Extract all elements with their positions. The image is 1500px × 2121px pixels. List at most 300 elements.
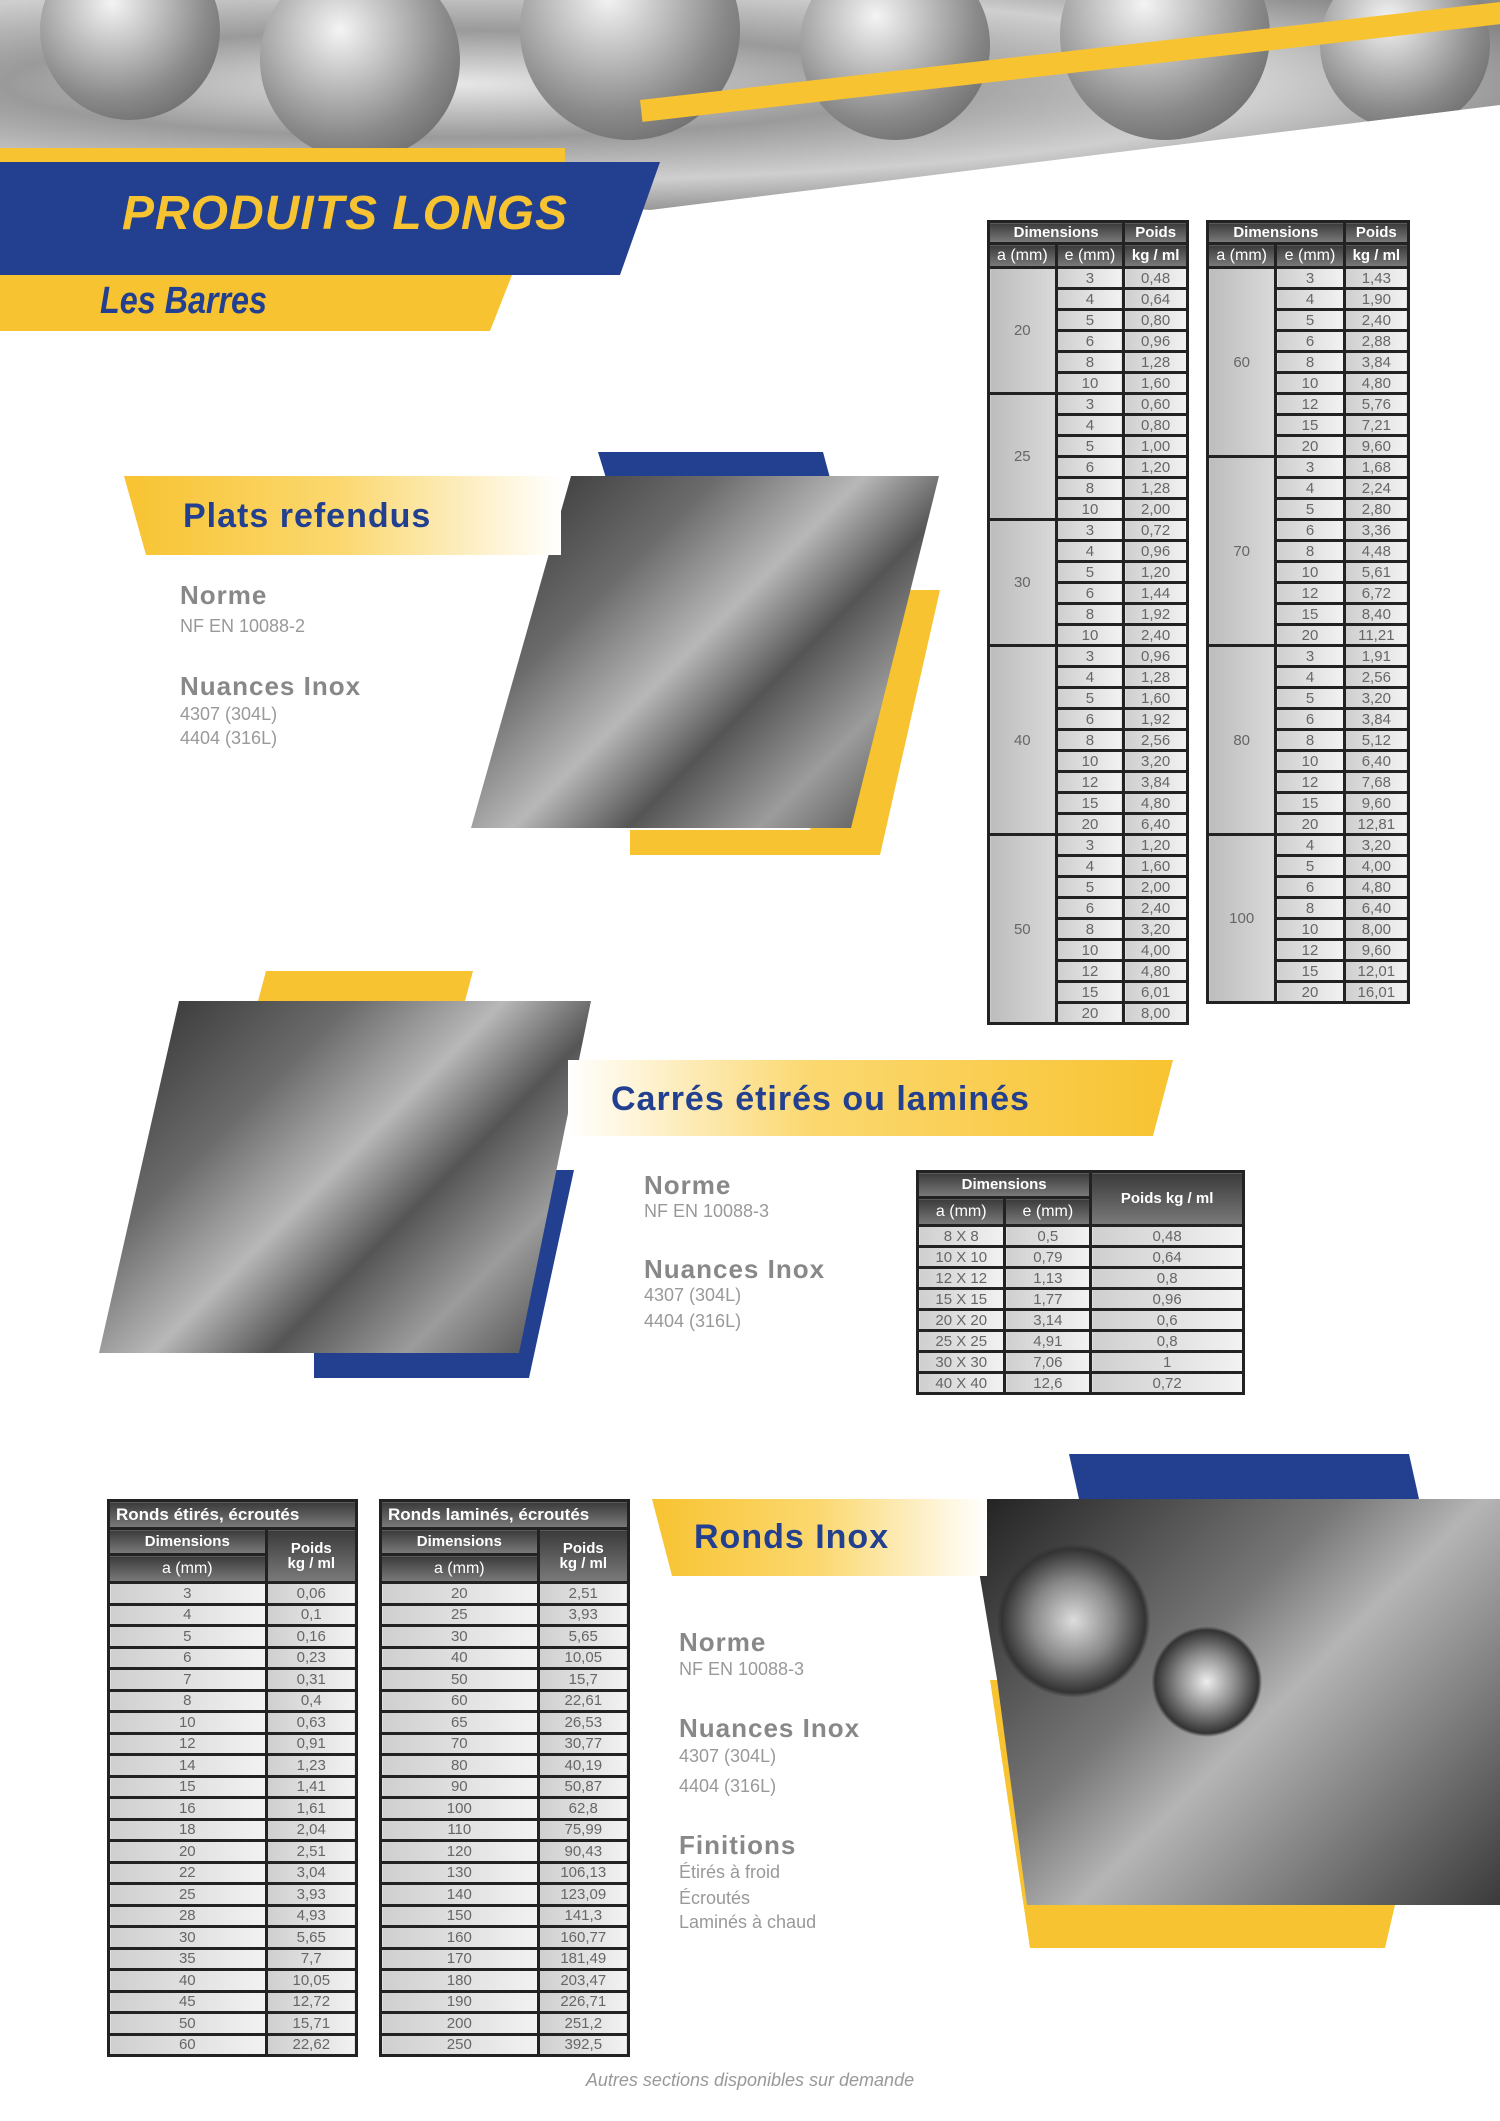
cell-e: 3 [1056,394,1124,415]
table-row [109,1690,357,1712]
cell-poids: 2,51 [266,1841,356,1863]
ronds-nuance: 4307 (304L) [679,1746,777,1766]
cell-a: 4 [109,1604,267,1626]
cell-poids: 2,88 [1344,331,1408,352]
cell-e: 4 [1276,289,1344,310]
cell-a: 25 X 25 [918,1331,1005,1352]
table-row [109,1991,357,2013]
cell-e: 8 [1276,730,1344,751]
table-row [109,1604,357,1626]
cell-e: 8 [1056,730,1124,751]
cell-poids: 6,40 [1344,898,1408,919]
th-poids-unit: kg / ml [559,1554,608,1572]
cell-poids: 4,48 [1344,541,1408,562]
cell-a: 25 [989,394,1057,520]
cell-a: 50 [381,1669,539,1691]
cell-e: 0,79 [1005,1247,1091,1268]
cell-e: 4 [1056,856,1124,877]
table-row [1208,835,1409,856]
cell-a: 140 [381,1884,539,1906]
cell-poids: 1,41 [266,1776,356,1798]
cell-poids: 1,28 [1124,352,1188,373]
cell-poids: 1,60 [1124,688,1188,709]
cell-e: 6 [1056,898,1124,919]
cell-poids: 0,96 [1091,1289,1244,1310]
yellow-deco [258,971,473,1001]
cell-poids: 0,8 [1091,1331,1244,1352]
cell-poids: 2,56 [1124,730,1188,751]
plats-table-left [987,220,1189,1025]
cell-e: 5 [1276,856,1344,877]
cell-poids: 3,20 [1124,919,1188,940]
table-row [109,2013,357,2035]
cell-poids: 1,60 [1124,856,1188,877]
cell-poids: 75,99 [538,1819,628,1841]
cell-poids: 16,01 [1344,982,1408,1003]
cell-a: 90 [381,1776,539,1798]
th-a: a (mm) [109,1555,267,1583]
table-row [918,1268,1244,1289]
cell-a: 150 [381,1905,539,1927]
footer-note: Autres sections disponibles sur demande [585,2070,915,2090]
cell-a: 16 [109,1798,267,1820]
table-row [918,1331,1244,1352]
carres-nuance: 4307 (304L) [644,1285,742,1305]
cell-poids: 4,80 [1124,793,1188,814]
cell-e: 1,77 [1005,1289,1091,1310]
cell-poids: 0,91 [266,1733,356,1755]
table-row [381,1626,629,1648]
cell-e: 6 [1056,583,1124,604]
table-row [109,2034,357,2056]
cell-a: 70 [381,1733,539,1755]
cell-poids: 1 [1091,1352,1244,1373]
cell-a: 45 [109,1991,267,2013]
th-e: e (mm) [1056,244,1124,268]
cell-e: 8 [1056,478,1124,499]
cell-poids: 141,3 [538,1905,628,1927]
cell-e: 10 [1276,751,1344,772]
carres-photo [99,1001,591,1353]
table-row [918,1247,1244,1268]
cell-poids: 12,81 [1344,814,1408,835]
cell-a: 60 [381,1690,539,1712]
cell-e: 3 [1056,520,1124,541]
cell-poids: 0,16 [266,1626,356,1648]
cell-e: 12 [1276,772,1344,793]
table-row [989,520,1188,541]
cell-poids: 0,8 [1091,1268,1244,1289]
cell-a: 40 [109,1970,267,1992]
cell-poids: 7,68 [1344,772,1408,793]
cell-e: 6 [1276,520,1344,541]
cell-poids: 1,00 [1124,436,1188,457]
table-row [381,1841,629,1863]
cell-e: 5 [1056,877,1124,898]
carres-norme-value: NF EN 10088-3 [644,1201,770,1221]
cell-e: 4,91 [1005,1331,1091,1352]
ronds-finition: Étirés à froid [679,1862,781,1882]
carres-table [916,1170,1245,1395]
plats-table-right [1206,220,1410,1004]
cell-a: 100 [381,1798,539,1820]
cell-e: 6 [1276,331,1344,352]
cell-poids: 3,93 [538,1604,628,1626]
cell-e: 6 [1056,457,1124,478]
table-row [381,1690,629,1712]
cell-a: 60 [1208,268,1276,457]
th-dimensions: Dimensions [918,1172,1091,1198]
cell-e: 10 [1056,499,1124,520]
table-row [109,1647,357,1669]
cell-poids: 0,96 [1124,646,1188,667]
table-row [109,1755,357,1777]
table-row [109,1905,357,1927]
table-row [109,1776,357,1798]
ronds-finition: Écroutés [679,1888,751,1908]
cell-a: 12 X 12 [918,1268,1005,1289]
cell-e: 3 [1276,457,1344,478]
cell-poids: 2,40 [1344,310,1408,331]
cell-a: 20 [989,268,1057,394]
cell-poids: 4,80 [1124,961,1188,982]
header-yellow-stripe [0,148,565,162]
cell-a: 18 [109,1819,267,1841]
cell-a: 180 [381,1970,539,1992]
cell-a: 50 [109,2013,267,2035]
th-dimensions: Dimensions [381,1529,539,1555]
cell-e: 12 [1276,394,1344,415]
cell-poids: 50,87 [538,1776,628,1798]
cell-e: 20 [1276,982,1344,1003]
plats-nuance: 4307 (304L) [180,704,278,724]
cell-e: 6 [1056,331,1124,352]
cell-poids: 2,00 [1124,877,1188,898]
ronds-heading: Ronds Inox [694,1518,890,1556]
cell-e: 12 [1276,583,1344,604]
cell-poids: 181,49 [538,1948,628,1970]
table-row [109,1970,357,1992]
cell-poids: 0,72 [1124,520,1188,541]
cell-e: 5 [1056,310,1124,331]
cell-a: 30 [989,520,1057,646]
cell-e: 10 [1276,373,1344,394]
cell-a: 30 X 30 [918,1352,1005,1373]
cell-e: 3 [1276,268,1344,289]
ronds-norme-value: NF EN 10088-3 [679,1659,805,1679]
cell-poids: 0,48 [1124,268,1188,289]
table-row [918,1352,1244,1373]
cell-poids: 3,84 [1344,709,1408,730]
cell-a: 160 [381,1927,539,1949]
cell-e: 15 [1276,415,1344,436]
cell-e: 5 [1276,499,1344,520]
th-poids-unit: kg / ml [287,1554,336,1572]
th-e: e (mm) [1005,1198,1091,1226]
table-row [109,1862,357,1884]
cell-a: 130 [381,1862,539,1884]
cell-e: 15 [1276,961,1344,982]
cell-e: 4 [1276,478,1344,499]
table-row [381,1755,629,1777]
cell-a: 28 [109,1905,267,1927]
cell-a: 30 [109,1927,267,1949]
cell-a: 40 X 40 [918,1373,1005,1394]
carres-heading: Carrés étirés ou laminés [611,1080,1030,1118]
cell-e: 4 [1276,835,1344,856]
cell-poids: 9,60 [1344,940,1408,961]
cell-e: 6 [1276,877,1344,898]
th-dimensions: Dimensions [989,222,1124,244]
cell-a: 50 [989,835,1057,1024]
cell-e: 10 [1056,751,1124,772]
cell-e: 4 [1056,541,1124,562]
table-row [381,1819,629,1841]
cell-poids: 0,06 [266,1583,356,1605]
cell-poids: 392,5 [538,2034,628,2056]
cell-e: 5 [1056,436,1124,457]
cell-e: 8 [1276,541,1344,562]
cell-poids: 0,80 [1124,310,1188,331]
cell-poids: 1,20 [1124,835,1188,856]
cell-a: 25 [109,1884,267,1906]
cell-poids: 1,92 [1124,604,1188,625]
th-dimensions: Dimensions [109,1529,267,1555]
cell-poids: 8,40 [1344,604,1408,625]
cell-e: 8 [1056,604,1124,625]
th-a: a (mm) [989,244,1057,268]
table-row [109,1841,357,1863]
cell-e: 3 [1056,835,1124,856]
cell-e: 4 [1056,289,1124,310]
cell-poids: 6,01 [1124,982,1188,1003]
cell-poids: 12,72 [266,1991,356,2013]
cell-poids: 3,20 [1124,751,1188,772]
table-row [381,1927,629,1949]
cell-poids: 10,05 [538,1647,628,1669]
cell-a: 25 [381,1604,539,1626]
cell-e: 4 [1276,667,1344,688]
cell-e: 20 [1276,814,1344,835]
cell-e: 10 [1056,373,1124,394]
cell-a: 15 X 15 [918,1289,1005,1310]
cell-poids: 2,40 [1124,898,1188,919]
table-row [381,1905,629,1927]
cell-poids: 0,96 [1124,331,1188,352]
ronds-norme-label: Norme [679,1627,767,1657]
cell-poids: 7,7 [266,1948,356,1970]
ronds-lamines-table [379,1499,630,2057]
cell-poids: 2,80 [1344,499,1408,520]
cell-poids: 40,19 [538,1755,628,1777]
cell-poids: 2,00 [1124,499,1188,520]
cell-poids: 0,60 [1124,394,1188,415]
table-row [109,1927,357,1949]
table-row [381,1776,629,1798]
th-poids-unit: kg / ml [1124,244,1188,268]
cell-poids: 1,92 [1124,709,1188,730]
cell-poids: 2,04 [266,1819,356,1841]
th-poids: Poids [1344,222,1408,244]
cell-a: 7 [109,1669,267,1691]
table-row [1208,268,1409,289]
cell-a: 110 [381,1819,539,1841]
table-row [381,1712,629,1734]
table-row [109,1948,357,1970]
cell-poids: 0,64 [1124,289,1188,310]
page-subtitle: Les Barres [100,280,267,322]
cell-poids: 0,63 [266,1712,356,1734]
cell-poids: 8,00 [1344,919,1408,940]
cell-poids: 1,28 [1124,667,1188,688]
cell-poids: 5,12 [1344,730,1408,751]
ronds-finitions-label: Finitions [679,1830,797,1860]
th-dimensions: Dimensions [1208,222,1345,244]
cell-poids: 1,60 [1124,373,1188,394]
cell-poids: 15,71 [266,2013,356,2035]
cell-poids: 30,77 [538,1733,628,1755]
cell-poids: 2,51 [538,1583,628,1605]
cell-e: 20 [1276,625,1344,646]
cell-a: 22 [109,1862,267,1884]
cell-poids: 2,56 [1344,667,1408,688]
th-a: a (mm) [918,1198,1005,1226]
cell-a: 14 [109,1755,267,1777]
cell-a: 20 [109,1841,267,1863]
cell-e: 10 [1056,940,1124,961]
cell-poids: 106,13 [538,1862,628,1884]
cell-e: 4 [1056,667,1124,688]
cell-a: 10 X 10 [918,1247,1005,1268]
table-row [918,1373,1244,1394]
cell-poids: 5,65 [538,1626,628,1648]
cell-a: 15 [109,1776,267,1798]
cell-e: 3,14 [1005,1310,1091,1331]
cell-poids: 11,21 [1344,625,1408,646]
cell-poids: 4,80 [1344,877,1408,898]
table-title: Ronds laminés, écroutés [381,1501,629,1529]
plats-nuance: 4404 (316L) [180,728,278,748]
cell-poids: 3,04 [266,1862,356,1884]
cell-e: 5 [1056,688,1124,709]
cell-e: 20 [1276,436,1344,457]
cell-poids: 9,60 [1344,436,1408,457]
cell-poids: 5,61 [1344,562,1408,583]
cell-a: 12 [109,1733,267,1755]
carres-nuances-label: Nuances Inox [644,1254,826,1284]
cell-poids: 62,8 [538,1798,628,1820]
th-poids: Poids kg / ml [1091,1172,1244,1226]
cell-poids: 12,01 [1344,961,1408,982]
cell-a: 20 [381,1583,539,1605]
cell-a: 250 [381,2034,539,2056]
cell-poids: 3,84 [1124,772,1188,793]
th-poids [266,1529,356,1583]
cell-poids: 0,48 [1091,1226,1244,1247]
cell-e: 15 [1056,982,1124,1003]
table-row [109,1669,357,1691]
carres-norme-label: Norme [644,1170,732,1200]
cell-poids: 90,43 [538,1841,628,1863]
table-row [109,1626,357,1648]
cell-poids: 4,00 [1344,856,1408,877]
cell-a: 60 [109,2034,267,2056]
cell-poids: 0,72 [1091,1373,1244,1394]
plats-norme-value: NF EN 10088-2 [180,616,306,636]
table-row [381,1862,629,1884]
cell-poids: 1,20 [1124,562,1188,583]
th-a: a (mm) [381,1555,539,1583]
cell-poids: 3,20 [1344,835,1408,856]
table-row [1208,457,1409,478]
cell-e: 5 [1276,688,1344,709]
ronds-photo [967,1499,1500,1905]
cell-poids: 1,23 [266,1755,356,1777]
table-row [918,1226,1244,1247]
cell-e: 5 [1276,310,1344,331]
cell-poids: 251,2 [538,2013,628,2035]
cell-poids: 3,36 [1344,520,1408,541]
cell-e: 20 [1056,1003,1124,1024]
cell-a: 40 [381,1647,539,1669]
ronds-finition: Laminés à chaud [679,1912,817,1932]
th-a: a (mm) [1208,244,1276,268]
cell-a: 3 [109,1583,267,1605]
cell-poids: 22,61 [538,1690,628,1712]
cell-a: 5 [109,1626,267,1648]
cell-a: 30 [381,1626,539,1648]
th-poids-unit: kg / ml [1344,244,1408,268]
cell-a: 170 [381,1948,539,1970]
table-row [381,2034,629,2056]
cell-poids: 2,40 [1124,625,1188,646]
table-row [1208,646,1409,667]
table-row [109,1733,357,1755]
cell-poids: 1,61 [266,1798,356,1820]
table-row [381,1583,629,1605]
cell-poids: 0,31 [266,1669,356,1691]
cell-e: 8 [1276,352,1344,373]
cell-poids: 203,47 [538,1970,628,1992]
cell-a: 200 [381,2013,539,2035]
table-row [989,646,1188,667]
cell-poids: 22,62 [266,2034,356,2056]
cell-a: 8 X 8 [918,1226,1005,1247]
cell-a: 20 X 20 [918,1310,1005,1331]
table-row [109,1712,357,1734]
th-poids-label: Poids [290,1539,332,1557]
cell-a: 8 [109,1690,267,1712]
cell-e: 6 [1276,709,1344,730]
page-title: PRODUITS LONGS [122,187,569,240]
cell-poids: 4,80 [1344,373,1408,394]
cell-e: 8 [1056,352,1124,373]
cell-poids: 0,6 [1091,1310,1244,1331]
cell-e: 7,06 [1005,1352,1091,1373]
plats-nuances-label: Nuances Inox [180,671,362,701]
table-row [381,1991,629,2013]
table-row [381,1798,629,1820]
cell-a: 6 [109,1647,267,1669]
cell-poids: 0,64 [1091,1247,1244,1268]
blue-deco [598,452,830,478]
ronds-nuances-label: Nuances Inox [679,1713,861,1743]
table-row [381,1733,629,1755]
cell-poids: 3,20 [1344,688,1408,709]
cell-e: 12,6 [1005,1373,1091,1394]
cell-poids: 0,80 [1124,415,1188,436]
cell-poids: 10,05 [266,1970,356,1992]
